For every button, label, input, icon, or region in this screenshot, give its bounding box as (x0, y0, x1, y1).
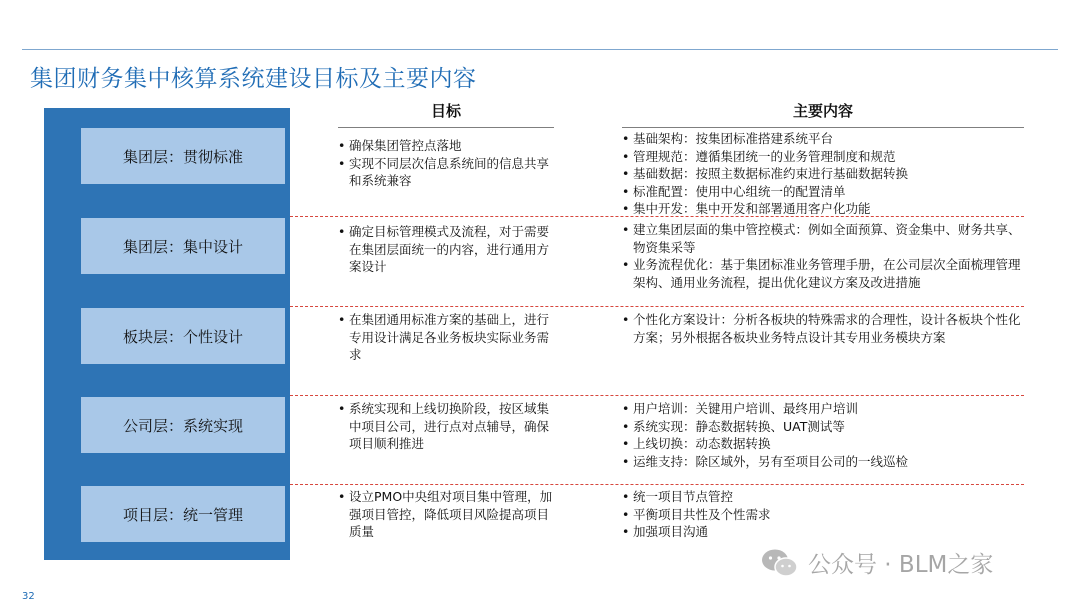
level-box-project-mgmt: 项目层：统一管理 (81, 486, 285, 542)
level-box-company-impl: 公司层：系统实现 (81, 397, 285, 453)
wechat-icon (760, 548, 800, 578)
content-list-project-mgmt (622, 488, 1026, 541)
content-list-group-standard (622, 130, 1026, 218)
goal-column-header: 目标 (430, 102, 461, 120)
content-item: • 业务流程优化：基于集团标准业务管理手册，在公司层次全面梳理管理架构、通用业务流程，提出优化建议方案及改进措施 (622, 256, 1026, 291)
content-item: • 平衡项目共性及个性需求 (622, 506, 1026, 524)
content-item: • 建立集团层面的集中管控模式：例如全面预算、资金集中、财务共享、物资集采等 (622, 221, 1026, 256)
content-item: • 运维支持：除区域外，另有至项目公司的一线巡检 (622, 453, 1026, 471)
goal-item: • 系统实现和上线切换阶段，按区域集中项目公司，进行点对点辅导，确保项目顺利推进 (338, 400, 558, 453)
page-number: 32 (22, 591, 35, 602)
content-list-segment-design (622, 311, 1026, 346)
content-header-rule (622, 127, 1024, 128)
top-rule (22, 49, 1058, 50)
page-title: 集团财务集中核算系统建设目标及主要内容 (30, 66, 477, 92)
content-item: • 系统实现：静态数据转换、UAT测试等 (622, 418, 1026, 436)
row-divider (290, 395, 1024, 396)
row-divider (290, 484, 1024, 485)
content-item: • 加强项目沟通 (622, 523, 1026, 541)
content-item: • 个性化方案设计：分析各板块的特殊需求的合理性，设计各板块个性化方案；另外根据各板块业务特点设计其专用业务模块方案 (622, 311, 1026, 346)
content-item: • 基础架构：按集团标准搭建系统平台 (622, 130, 1026, 148)
level-box-group-design: 集团层：集中设计 (81, 218, 285, 274)
goal-list-group-standard (338, 137, 558, 190)
level-box-group-standard: 集团层：贯彻标准 (81, 128, 285, 184)
goal-list-project-mgmt (338, 488, 558, 541)
content-item: • 用户培训：关键用户培训、最终用户培训 (622, 400, 1026, 418)
content-item: • 上线切换：动态数据转换 (622, 435, 1026, 453)
goal-item: • 在集团通用标准方案的基础上，进行专用设计满足各业务板块实际业务需求 (338, 311, 558, 364)
goal-item: • 设立PMO中央组对项目集中管理，加强项目管控，降低项目风险提高项目质量 (338, 488, 558, 541)
content-item: • 管理规范：遵循集团统一的业务管理制度和规范 (622, 148, 1026, 166)
content-item: • 集中开发：集中开发和部署通用客户化功能 (622, 200, 1026, 218)
watermark (760, 546, 993, 579)
content-item: • 统一项目节点管控 (622, 488, 1026, 506)
row-divider (290, 306, 1024, 307)
goal-item: • 实现不同层次信息系统间的信息共享和系统兼容 (338, 155, 558, 190)
goal-list-segment-design (338, 311, 558, 364)
content-column-header: 主要内容 (792, 102, 853, 120)
content-item: • 标准配置：使用中心组统一的配置清单 (622, 183, 1026, 201)
content-list-group-design (622, 221, 1026, 291)
row-divider (290, 216, 1024, 217)
goal-list-company-impl (338, 400, 558, 453)
goal-item: • 确保集团管控点落地 (338, 137, 558, 155)
content-list-company-impl (622, 400, 1026, 470)
goal-list-group-design (338, 223, 558, 276)
goal-item: • 确定目标管理模式及流程，对于需要在集团层面统一的内容，进行通用方案设计 (338, 223, 558, 276)
level-box-segment-design: 板块层：个性设计 (81, 308, 285, 364)
content-item: • 基础数据：按照主数据标准约束进行基础数据转换 (622, 165, 1026, 183)
watermark-text: 公众号 · BLM之家 (808, 552, 994, 578)
goal-header-rule (338, 127, 554, 128)
